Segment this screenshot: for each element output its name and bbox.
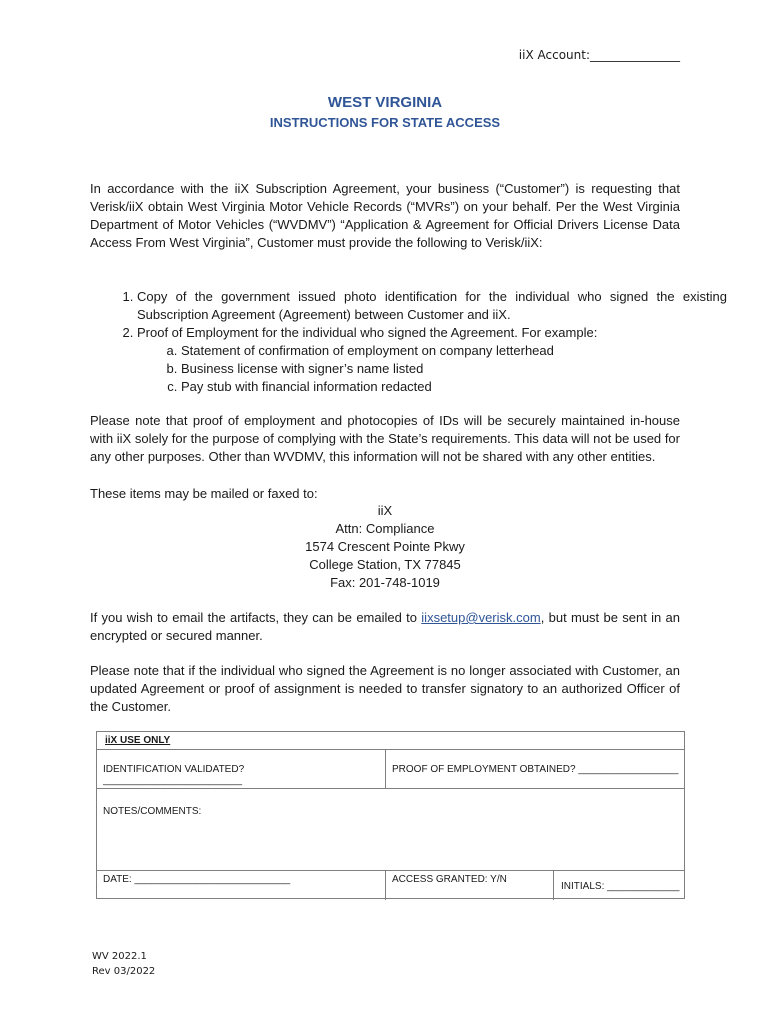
address-fax: Fax: 201-748-1019 [330,575,440,590]
email-paragraph [90,609,680,645]
mailing-address [0,502,770,592]
page-title: WEST VIRGINIA [327,94,443,111]
intro-paragraph: In accordance with the iiX Subscription Agreement, your business (“Customer”) is requesting that Verisk/iiX obtain West Virginia Motor Vehicle Records (“MVRs”) on your behalf. Per the West Virginia Department of Motor Vehicles (“WVDMV”) “Application & Agreement for Official Drivers License Data Access From West Virginia”, Customer must provide the following to Verisk/iiX: [90,181,680,250]
list-item [137,288,727,324]
iix-use-only-box [96,731,685,899]
signatory-paragraph: Please note that if the individual who signed the Agreement is no longer associated with Customer, an updated Agreement or proof of assignment is needed to transfer signatory to an authorized Officer of the Customer. [90,663,680,714]
address-name: iiX [377,503,393,518]
address-city: College Station, TX 77845 [309,557,461,572]
requirement-photo-id: Copy of the government issued photo identification for the individual who signed the existing Subscription Agreement (Agreement) between Customer and iiX. [137,289,727,322]
initials-cell [553,871,684,900]
box-heading-row [97,732,684,750]
mail-intro: These items may be mailed or faxed to: [90,486,318,501]
version-label: WV 2022.1 [92,951,147,962]
date-label: DATE: ____________________________ [103,874,291,885]
list-item: c. Pay stub with financial information redacted [181,378,727,396]
id-validated-label: IDENTIFICATION VALIDATED? _________________________ [103,764,245,786]
access-granted-cell [385,871,553,900]
list-item: b. Business license with signer’s name listed [181,360,727,378]
list-item [137,324,727,396]
examples-list [137,342,727,396]
email-text-before: If you wish to email the artifacts, they can be emailed to [90,610,422,625]
date-cell [97,871,385,900]
notes-row [97,789,684,871]
validation-row [97,750,684,789]
list-item: a. Statement of confirmation of employment on company letterhead [181,342,727,360]
requirement-proof-employment: Proof of Employment for the individual who signed the Agreement. For example: [137,325,598,340]
initials-label: INITIALS: _____________ [561,881,680,892]
document-footer [92,949,155,979]
page-subtitle: INSTRUCTIONS FOR STATE ACCESS [269,115,501,130]
date-row [97,871,684,900]
proof-obtained-cell [385,750,684,788]
account-number-line: iiX Account:_______________ [518,48,680,62]
proof-obtained-label: PROOF OF EMPLOYMENT OBTAINED? __________________ [392,764,679,775]
email-text-after: , but must be sent in an encrypted or secured manner. [90,610,680,643]
address-attn: Attn: Compliance [335,521,435,536]
access-granted-label: ACCESS GRANTED: Y/N [392,874,507,885]
revision-label: Rev 03/2022 [92,966,156,977]
box-heading: iiX USE ONLY [105,735,171,746]
id-validated-cell [97,750,385,788]
notes-label: NOTES/COMMENTS: [103,806,202,817]
privacy-paragraph: Please note that proof of employment and photocopies of IDs will be securely maintained in-house with iiX solely for the purpose of complying with the State’s requirements. This data will not be used for any other purposes. Other than WVDMV, this information will not be shared with any other entities. [90,413,680,464]
email-link[interactable]: iixsetup@verisk.com [421,610,541,625]
requirements-list [90,288,727,396]
address-street: 1574 Crescent Pointe Pkwy [305,539,465,554]
